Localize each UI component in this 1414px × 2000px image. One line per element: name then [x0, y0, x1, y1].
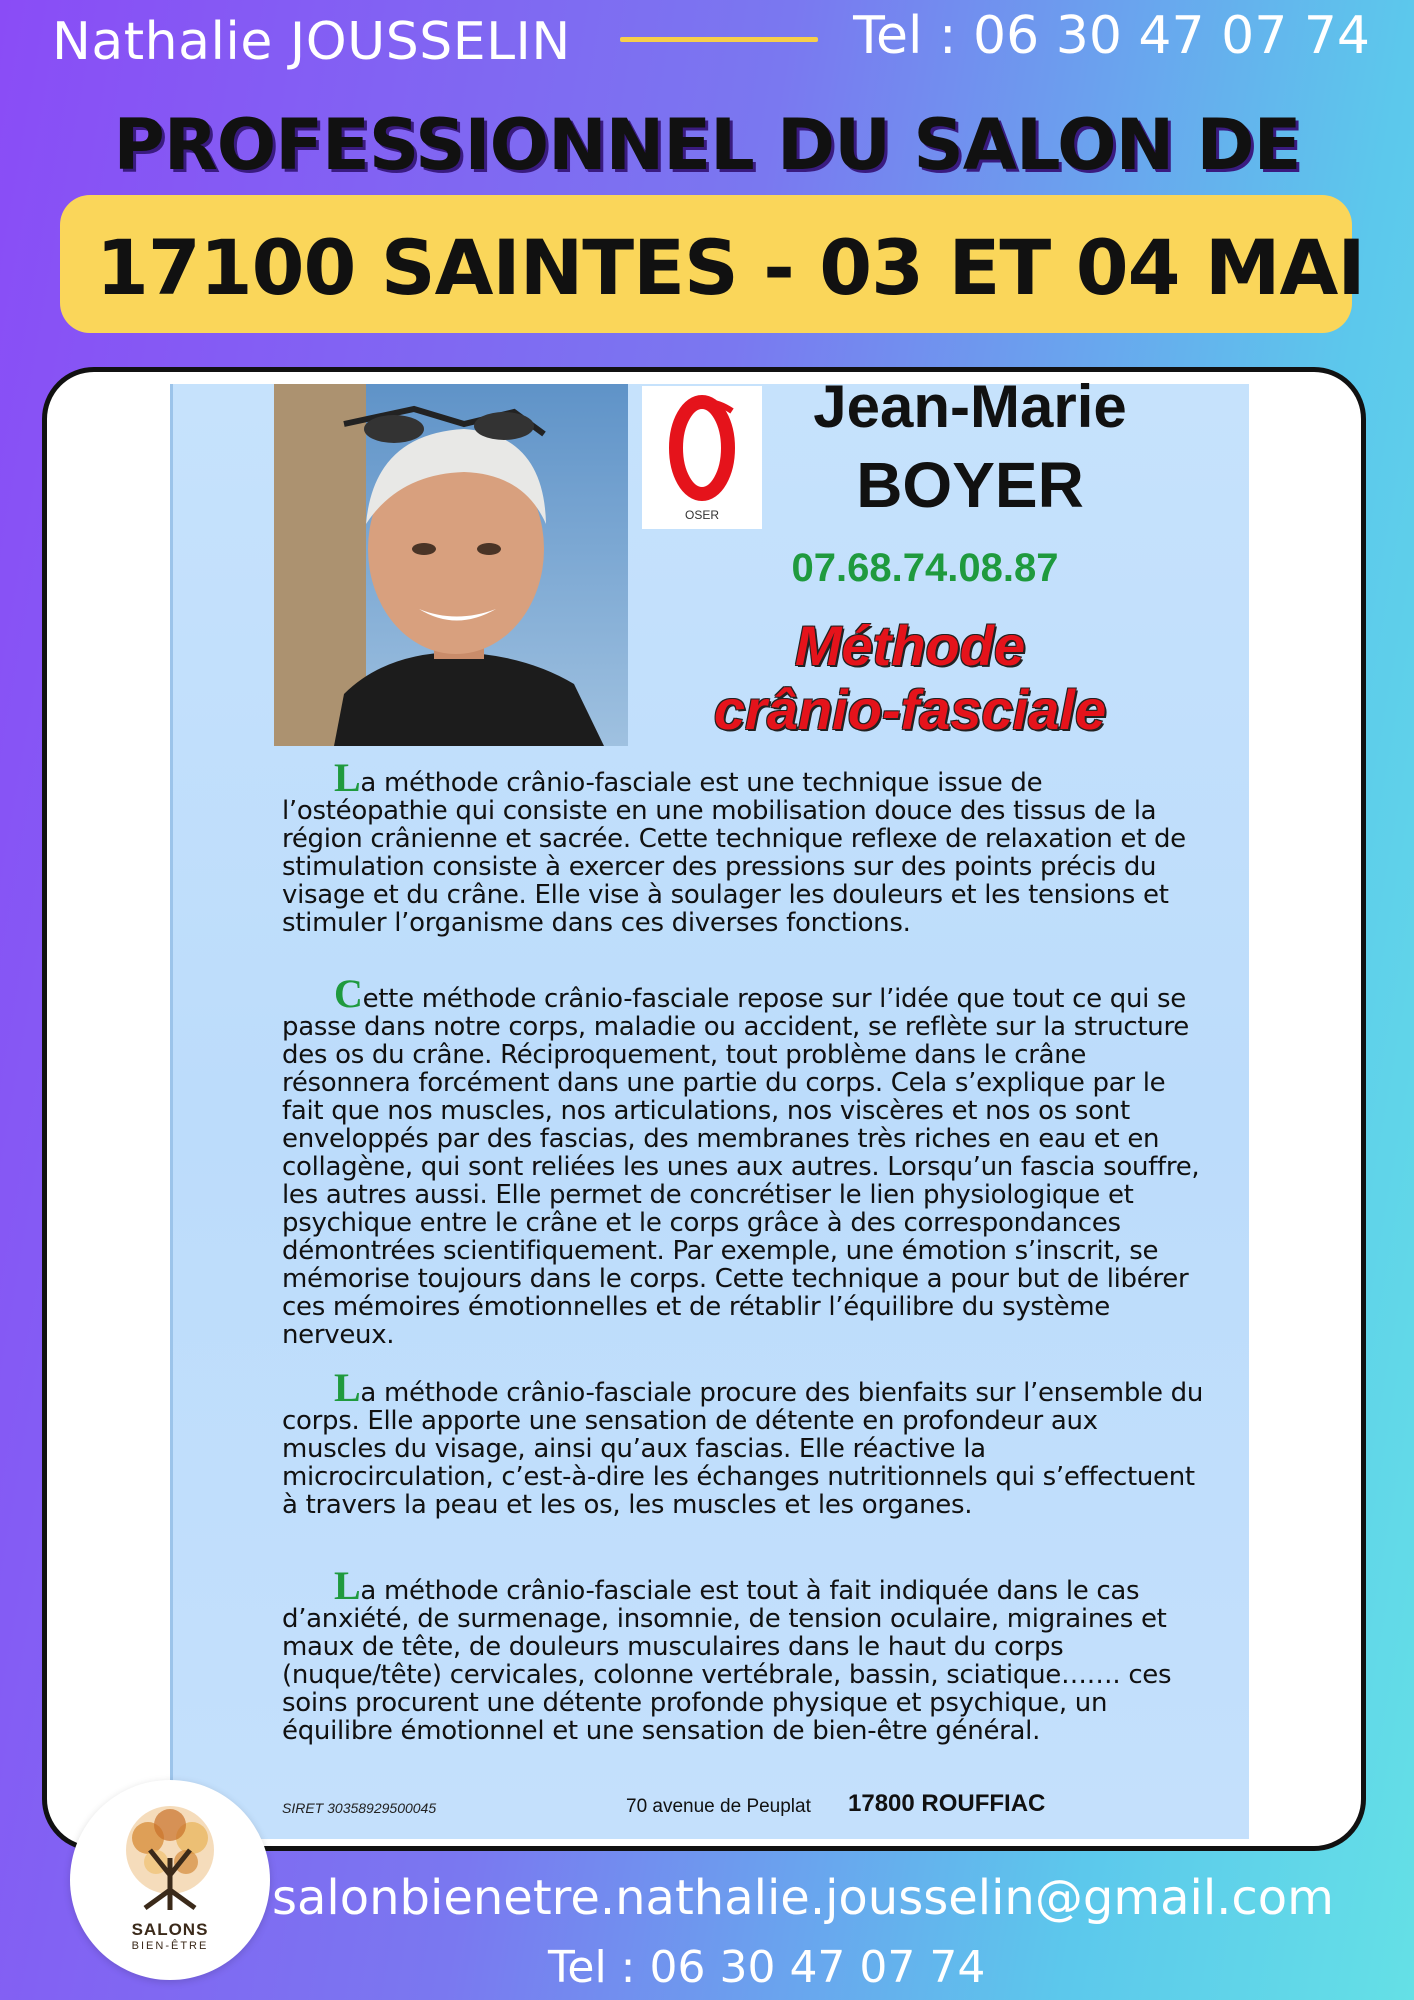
badge-subtitle: BIEN-ÊTRE [131, 1940, 209, 1952]
paragraph-body: ette méthode crânio-fasciale repose sur l’idée que tout ce qui se passe dans notre corps, maladie ou accident, se reflète sur la structure des os du crâne. Réciproquement, tout problème dans le crâne résonnera forcément dans une partie du corps. Cela s’explique par le fait que nos muscles, nos articulations, nos viscères et nos os sont enveloppés par des fascias, des membranes très riches en eau et en collagène, qui sont reliées les unes aux autres. Lorsqu’un fascia souffre, les autres aussi. Elle permet de concrétiser le lien physiologique et psychique entre le crâne et le corps grâce à des correspondances démontrées scientifiquement. Par exemple, une émotion s’inscrit, se mémorise toujours dans le corps. Cette technique a pour but de libérer ces mémoires émotionnelles et de rétablir l’équilibre du système nerveux. [282, 984, 1200, 1350]
practitioner-last-name: BOYER [856, 449, 1084, 521]
practitioner-first-name: Jean-Marie [813, 373, 1127, 440]
practitioner-phone: 07.68.74.08.87 [791, 546, 1059, 590]
practitioner-photo [274, 384, 628, 746]
siret-number: SIRET 30358929500045 [282, 1800, 437, 1816]
postal-city: 17800 ROUFFIAC [848, 1790, 1046, 1817]
street-address: 70 avenue de Peuplat [626, 1796, 811, 1817]
page-headline: PROFESSIONNEL DU SALON DE [113, 104, 1301, 186]
method-title-line-1: Méthode [794, 614, 1026, 677]
paragraph-body: a méthode crânio-fasciale est tout à fait indiquée dans le cas d’anxiété, de surmenage, insomnie, de tension oculaire, migraines et maux de tête, de douleurs musculaires dans le haut du corps (nuque/tête) cervicales, colonne vertébrale, bassin, sciatique……. ces soins procurent une détente profonde physique et psychique, un équilibre émotionnel et une sensation de bien-être général. [282, 1576, 1172, 1746]
contact-email[interactable]: salonbienetre.nathalie.jousselin@gmail.com [272, 1870, 1334, 1926]
method-title [620, 614, 1200, 742]
paragraph-initial: C [334, 971, 363, 1016]
header-phone: Tel : 06 30 47 07 74 [853, 6, 1370, 66]
event-banner [60, 195, 1365, 333]
header-divider [620, 37, 818, 42]
contact-phone: Tel : 06 30 47 07 74 [548, 1942, 986, 1993]
event-location-dates: 17100 SAINTES - 03 ET 04 MAI [96, 223, 1365, 312]
paragraph-body: a méthode crânio-fasciale est une technique issue de l’ostéopathie qui consiste en une mobilisation douce des tissus de la région crânienne et sacrée. Cette technique reflexe de relaxation et de stimulation consiste à exercer des pressions sur des points précis du visage et du crâne. Elle vise à soulager les douleurs et les tensions et stimuler l’organisme dans ces diverses fonctions. [282, 768, 1186, 938]
sparkle-icon: ✦ [1284, 452, 1313, 492]
badge-title: SALONS [131, 1920, 209, 1939]
paragraph-indications [282, 1563, 1204, 1746]
paragraph-initial: L [334, 755, 361, 800]
paragraph-initial: L [334, 1563, 361, 1608]
oser-logo-label: OSER [684, 508, 719, 522]
paragraph-body: a méthode crânio-fasciale procure des bienfaits sur l’ensemble du corps. Elle apporte une sensation de détente en profondeur aux muscles du visage, ainsi qu’aux fascias. Elle réactive la microcirculation, c’est-à-dire les échanges nutritionnels qui s’effectuent à travers la peau et les os, les muscles et les organes. [282, 1378, 1204, 1520]
salons-bien-etre-logo [70, 1780, 270, 1980]
oser-logo [642, 386, 762, 529]
sparkle-icon: ✦ [1268, 392, 1285, 416]
paragraph-benefits [282, 1365, 1204, 1520]
paragraph-intro [282, 755, 1204, 938]
method-title-line-2: crânio-fasciale [713, 678, 1107, 741]
paragraph-initial: L [334, 1365, 361, 1410]
paragraph-principle [282, 971, 1204, 1350]
header-name: Nathalie JOUSSELIN [52, 12, 571, 72]
